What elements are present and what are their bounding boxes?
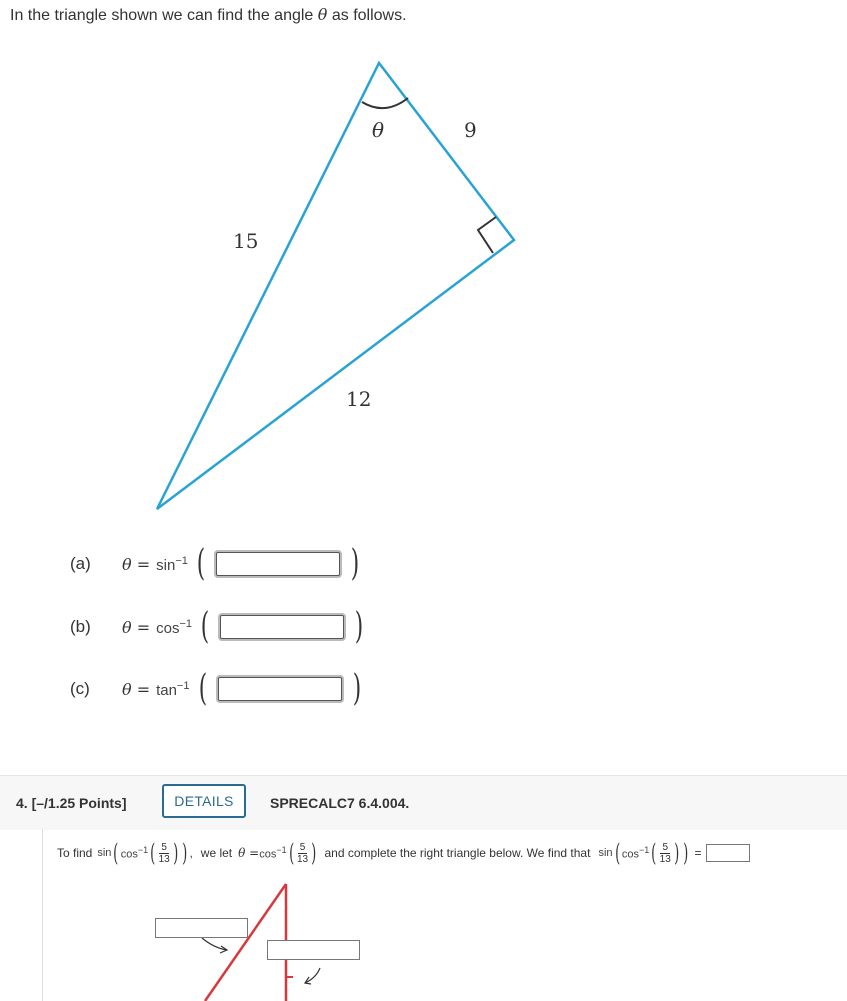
intro-text-before: In the triangle shown we can find the angle [10, 7, 318, 24]
part-a-letter: (a) [70, 554, 91, 573]
q-paren-4: ) [182, 839, 188, 867]
part-a-lhs: θ = [122, 554, 151, 574]
part-c-row [70, 668, 364, 709]
q-paren-1: ( [113, 839, 119, 867]
part-b-lparen: ( [200, 606, 210, 647]
q-frac-1: $\frac{5}{13}$ [158, 841, 170, 865]
part-b-lhs: θ = [122, 617, 151, 637]
part-c-lhs: θ = [122, 679, 151, 699]
details-button[interactable]: DETAILS [162, 784, 246, 818]
part-c-fn: $\tan^{-1}$ [156, 679, 190, 699]
part-b-answer-input[interactable] [220, 615, 344, 639]
part-b-fn: $\cos^{-1}$ [156, 617, 193, 637]
q-cos-2: $\cos^{-1}$ [259, 845, 287, 861]
q-arrow-right [305, 968, 320, 983]
part-c-answer-input[interactable] [218, 677, 342, 701]
q-cos-1: $\cos^{-1}$ [120, 845, 149, 861]
q-equals: = [694, 846, 702, 860]
q-paren-9: ) [673, 839, 680, 867]
q-paren-3: ) [172, 839, 178, 867]
q-paren-7: ( [614, 839, 620, 867]
question-number: 4. [–/1.25 Points] [16, 795, 127, 811]
q-final-answer-input[interactable] [706, 844, 750, 862]
right-angle-marker [478, 217, 496, 253]
side-label-9: 9 [464, 118, 477, 142]
q-to-find: To find [57, 846, 93, 860]
part-c-letter: (c) [70, 679, 90, 698]
q-paren-10: ) [683, 839, 689, 867]
question-text [57, 838, 750, 868]
q-paren-6: ) [311, 839, 317, 867]
part-a-answer-input[interactable] [216, 552, 340, 576]
q-we-let: we let [200, 846, 233, 860]
q-frac-2: $\frac{5}{13}$ [297, 841, 309, 865]
q-sin-1: sin [97, 847, 112, 859]
part-c-rparen: ) [352, 668, 361, 709]
intro-text-after: as follows. [327, 7, 407, 24]
angle-arc [362, 98, 408, 108]
part-b-row [70, 606, 366, 647]
angle-theta-label: θ [372, 118, 385, 142]
q-triangle-side-input-1[interactable] [155, 918, 248, 938]
q-paren-2: ( [150, 839, 156, 867]
side-label-12: 12 [346, 387, 372, 411]
q-frac-3: $\frac{5}{13}$ [659, 841, 671, 865]
part-b-rparen: ) [354, 606, 364, 647]
q-cos-3: $\cos^{-1}$ [621, 845, 650, 861]
triangle-shape [157, 63, 514, 509]
question-header-bar [0, 775, 847, 830]
part-a-row [70, 543, 362, 584]
q-sin-2: sin [598, 847, 613, 859]
part-a-lparen: ( [196, 543, 206, 584]
part-b-letter: (b) [70, 617, 91, 636]
question-code: SPRECALC7 6.4.004. [270, 795, 410, 811]
part-a-rparen: ) [350, 543, 360, 584]
q-comma: , [189, 846, 193, 860]
q-paren-5: ( [288, 839, 294, 867]
intro-theta: θ [317, 5, 328, 24]
q-theta-eq: θ = [238, 846, 260, 860]
q-paren-8: ( [651, 839, 657, 867]
q-triangle-side-input-2[interactable] [267, 940, 360, 960]
side-label-15: 15 [233, 229, 259, 253]
part-a-fn: $\sin^{-1}$ [156, 554, 188, 574]
part-c-lparen: ( [198, 668, 207, 709]
q-and-complete: and complete the right triangle below. We find that [324, 846, 591, 860]
